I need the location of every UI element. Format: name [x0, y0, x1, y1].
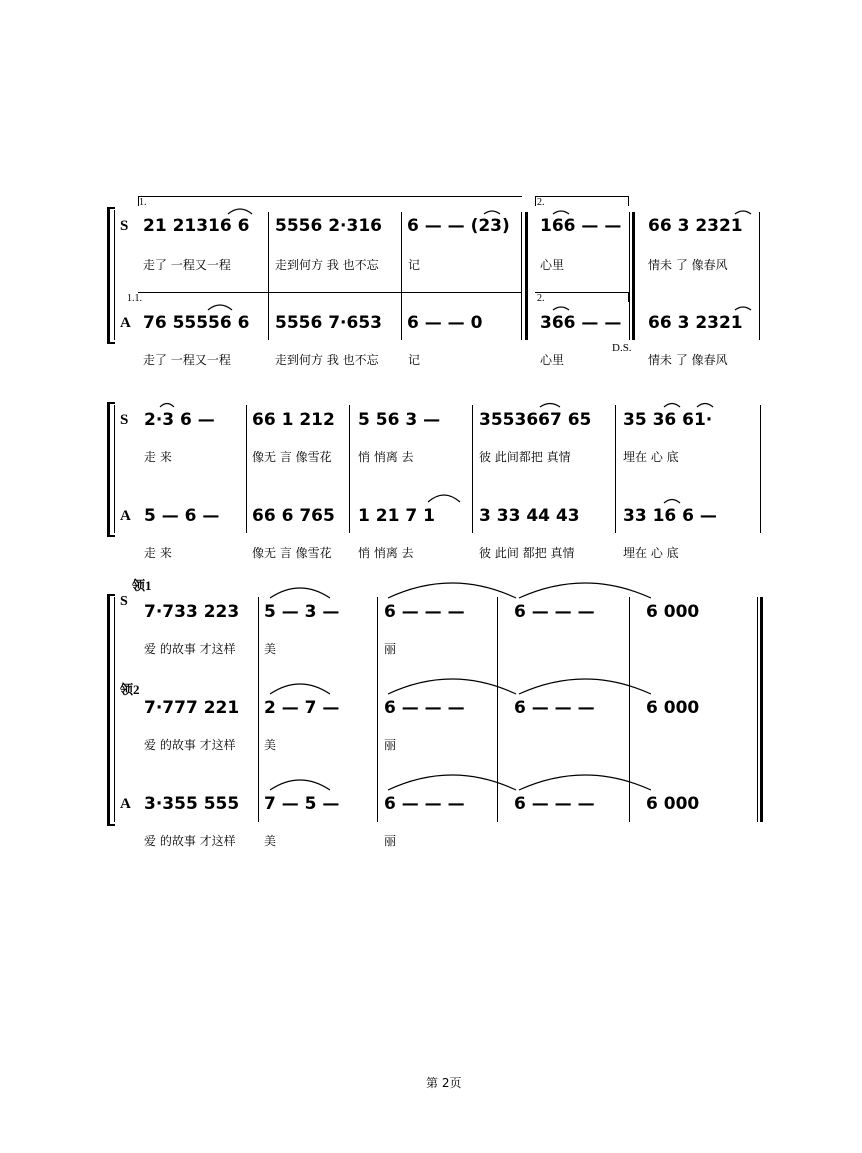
- lyric-text: 悄 悄离 去: [358, 450, 414, 464]
- lyric-text: 爱 的故事 才这样: [144, 642, 236, 656]
- lyric-text: 美: [264, 834, 277, 848]
- notation-measure: 6 — — —: [514, 794, 595, 814]
- system-line: [114, 405, 115, 533]
- notation-measure: 6 — — (23): [407, 216, 510, 236]
- lead-label: 领2: [120, 682, 140, 697]
- notation-measure: 33 16 6 —: [623, 506, 717, 526]
- lyric-text: 彼 此间都把 真情: [479, 450, 571, 464]
- system-bracket: [107, 824, 115, 826]
- lyric-text: 走到何方 我 也不忘: [275, 258, 379, 272]
- lyric-text: 像无 言 像雪花: [252, 450, 332, 464]
- part-label: A: [120, 315, 131, 331]
- slur: [697, 404, 713, 408]
- slur: [208, 305, 232, 310]
- lyric-text: 埋在 心 底: [623, 546, 679, 560]
- lyric-text: 美: [264, 738, 277, 752]
- system-line: [114, 210, 115, 340]
- lyric-text: 丽: [384, 738, 397, 752]
- lead-label: 领1: [132, 578, 152, 593]
- notation-measure: 7·777 221: [144, 698, 240, 718]
- slur: [484, 211, 500, 214]
- barline: [401, 212, 402, 340]
- lyric-text: 走到何方 我 也不忘: [275, 353, 379, 367]
- system-bracket: [107, 594, 110, 826]
- volta-bracket: [535, 292, 629, 293]
- lyric-text: 美: [264, 642, 277, 656]
- lyric-text: 走了 一程又一程: [143, 258, 231, 272]
- lyric-text: 情未 了 像春风: [648, 353, 728, 367]
- notation-measure: 5 — 6 —: [144, 506, 220, 526]
- barline: [629, 212, 630, 340]
- final-barline: [757, 597, 758, 822]
- notation-measure: 6 — — 0: [407, 313, 483, 333]
- final-barline: [760, 597, 763, 822]
- slur: [428, 495, 460, 502]
- part-label: A: [120, 796, 131, 812]
- barline: [629, 597, 630, 822]
- barline: [760, 405, 761, 533]
- system-bracket: [107, 535, 115, 537]
- lyric-text: 埋在 心 底: [623, 450, 679, 464]
- slur: [270, 588, 330, 598]
- slur: [553, 307, 569, 310]
- slur: [664, 500, 680, 504]
- lyric-text: 丽: [384, 642, 397, 656]
- notation-measure: 6 — — —: [384, 602, 465, 622]
- part-label: S: [120, 218, 129, 234]
- part-label: S: [120, 594, 128, 609]
- lyric-text: 记: [408, 258, 421, 272]
- system-bracket: [107, 342, 115, 344]
- system-bracket: [107, 594, 115, 596]
- notation-measure: 3553667 65: [479, 410, 592, 430]
- slur: [553, 211, 569, 214]
- notation-measure: 6 — — —: [384, 794, 465, 814]
- notation-measure: 6 — — —: [514, 602, 595, 622]
- notation-measure: 5556 2·316: [275, 216, 383, 236]
- barline: [615, 405, 616, 533]
- volta-bracket: [535, 196, 629, 197]
- barline: [525, 212, 528, 340]
- notation-measure: 6 — — —: [514, 698, 595, 718]
- lyric-text: 心里: [540, 353, 565, 367]
- ds-marking: D.S.: [612, 342, 632, 354]
- notation-measure: 6 000: [646, 698, 700, 718]
- notation-measure: 66 3 2321: [648, 313, 743, 333]
- slur: [270, 780, 330, 790]
- lyric-text: 心里: [540, 258, 565, 272]
- volta-label: 2.: [537, 293, 545, 304]
- volta-bracket: [138, 292, 522, 293]
- lyric-text: 记: [408, 353, 421, 367]
- barline: [349, 405, 350, 533]
- volta-label: 2.: [537, 197, 545, 208]
- notation-measure: 66 6 765: [252, 506, 335, 526]
- lyric-text: 爱 的故事 才这样: [144, 834, 236, 848]
- tie: [519, 775, 651, 790]
- notation-measure: 66 1 212: [252, 410, 335, 430]
- tie: [519, 583, 651, 598]
- notation-measure: 7·733 223: [144, 602, 240, 622]
- notation-measure: 2·3 6 —: [144, 410, 215, 430]
- slur: [664, 404, 680, 408]
- lyric-text: 走 来: [144, 450, 172, 464]
- barline: [268, 212, 269, 340]
- notation-measure: 7 — 5 —: [264, 794, 340, 814]
- notation-measure: 35 36 61·: [623, 410, 713, 430]
- page-number: 第 2页: [426, 1076, 462, 1090]
- notation-measure: 366 — —: [540, 313, 622, 333]
- barline: [246, 405, 247, 533]
- volta-bracket: [535, 196, 536, 206]
- lyric-text: 走 来: [144, 546, 172, 560]
- notation-measure: 1 21 7 1: [358, 506, 435, 526]
- notation-measure: 5556 7·653: [275, 313, 383, 333]
- barline: [377, 597, 378, 822]
- barline: [759, 212, 760, 340]
- slur: [270, 684, 330, 694]
- lyric-text: 像无 言 像雪花: [252, 546, 332, 560]
- notation-measure: 5 56 3 —: [358, 410, 441, 430]
- barline: [258, 597, 259, 822]
- notation-measure: 2 — 7 —: [264, 698, 340, 718]
- notation-measure: 166 — —: [540, 216, 622, 236]
- notation-measure: 3·355 555: [144, 794, 240, 814]
- system-bracket: [107, 402, 115, 404]
- notation-measure: 5 — 3 —: [264, 602, 340, 622]
- slur: [735, 307, 751, 310]
- notation-measure: 76 55556 6: [143, 313, 250, 333]
- part-label: S: [120, 412, 129, 428]
- tie: [519, 679, 651, 694]
- notation-measure: 21 21316 6: [143, 216, 250, 236]
- notation-measure: 6 — — —: [384, 698, 465, 718]
- volta-bracket: [628, 196, 629, 206]
- system-bracket: [107, 207, 110, 344]
- system-bracket: [107, 207, 115, 209]
- notation-measure: 3 33 44 43: [479, 506, 580, 526]
- lyric-text: 爱 的故事 才这样: [144, 738, 236, 752]
- barline: [472, 405, 473, 533]
- lyric-text: 丽: [384, 834, 397, 848]
- notation-measure: 6 000: [646, 794, 700, 814]
- volta-label: 1.1.: [127, 293, 142, 304]
- volta-bracket: [138, 196, 522, 197]
- lyric-text: 悄 悄离 去: [358, 546, 414, 560]
- lyric-text: 情未 了 像春风: [648, 258, 728, 272]
- barline: [497, 597, 498, 822]
- barline: [521, 212, 522, 340]
- volta-label: 1.: [139, 197, 147, 208]
- slur: [160, 404, 174, 408]
- slur: [735, 211, 751, 214]
- slur: [228, 209, 252, 214]
- notation-measure: 6 000: [646, 602, 700, 622]
- part-label: A: [120, 508, 131, 524]
- tie: [388, 583, 516, 598]
- slur: [540, 404, 560, 408]
- notation-measure: 66 3 2321: [648, 216, 743, 236]
- system-bracket: [107, 402, 110, 537]
- system-line: [114, 597, 115, 822]
- lyric-text: 彼 此间 都把 真情: [479, 546, 575, 560]
- lyric-text: 走了 一程又一程: [143, 353, 231, 367]
- barline: [632, 212, 635, 340]
